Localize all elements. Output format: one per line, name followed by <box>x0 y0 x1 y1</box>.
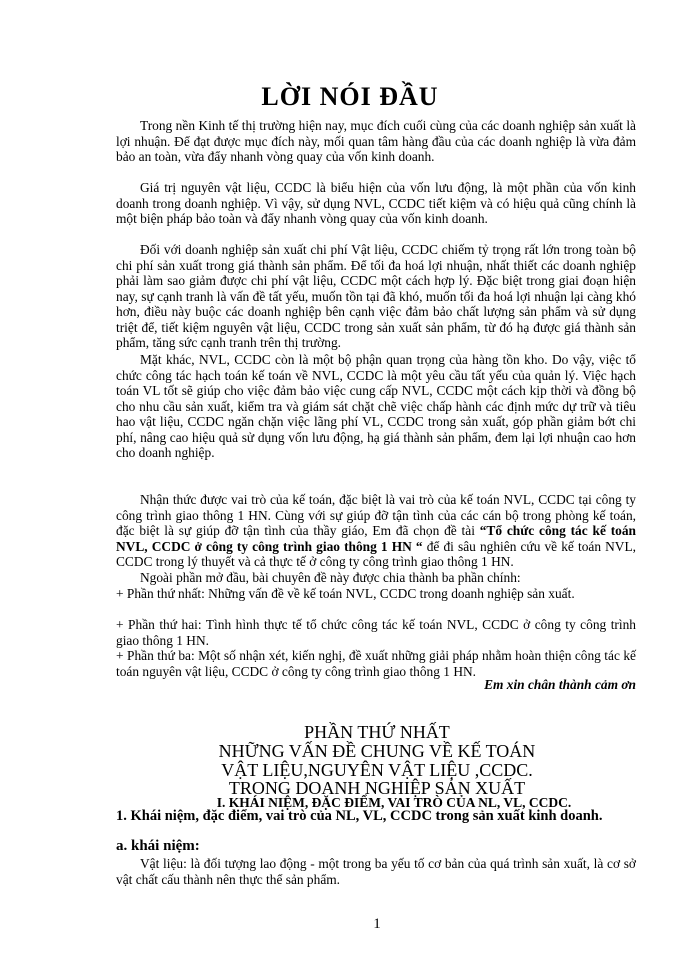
part1-title-line-2: NHỮNG VẤN ĐỀ CHUNG VỀ KẾ TOÁN <box>218 741 536 761</box>
intro-paragraph-2: Giá trị nguyên vật liệu, CCDC là biểu hiện của vốn lưu động, là một phần của vốn kinh doanh trong doanh nghiệp. Vì vậy, sử dụng NVL, CCDC tiết kiệm và có hiệu quả cũng chính là một biện pháp bảo toàn và đẩy nhanh vòng quay của vốn kinh doanh. <box>116 180 636 226</box>
part-item-1: + Phần thứ nhất: Những vấn đề về kế toán NVL, CCDC trong doanh nghiệp sản xuất. <box>116 586 575 601</box>
section-body: Vật liệu: là đối tượng lao động - một trong ba yếu tố cơ bản của quá trình sản xuất, là cơ sở vật chất cấu thành nên thực thể sản phẩm. <box>116 856 636 887</box>
part1-title-line-4: TRONG DOANH NGHIỆP SẢN XUẤT <box>228 778 526 798</box>
intro-paragraph-6: Ngoài phần mở đầu, bài chuyên đề này được chia thành ba phần chính: <box>140 570 521 585</box>
part-item-3: + Phần thứ ba: Một số nhận xét, kiến nghị, đề xuất những giải pháp nhằm hoàn thiện công tác kế toán nguyên vật liệu, CCDC ở công ty công trình giao thông 1 HN. <box>116 648 636 679</box>
part-item-2: + Phần thứ hai: Tình hình thực tế tổ chức công tác kế toán NVL, CCDC ở công ty công trình giao thông 1 HN. <box>116 617 636 648</box>
intro-paragraph-1: Trong nền Kinh tế thị trường hiện nay, mục đích cuối cùng của các doanh nghiệp sản xuất là lợi nhuận. Để đạt được mục đích này, mối quan tâm hàng đầu của các doanh nghiệp là vừa đảm bảo an toàn, vừa đẩy nhanh vòng quay của vốn kinh doanh. <box>116 118 636 164</box>
paragraph-5-before: Nhận thức được vai trò của kế toán, đặc biệt là vai trò của kế toán NVL, CCDC tại công ty công trình giao thông 1 HN. Cùng với sự giúp đỡ tận tình của các cán bộ trong phòng kế toán, đặc biệt là sự giúp đỡ tận tình của thầy giáo, Em đã chọn đề tài <box>116 492 636 538</box>
thanks-signature: Em xin chân thành cảm ơn <box>484 677 636 692</box>
page-number: 1 <box>373 916 381 932</box>
part1-title-line-3: VẬT LIỆU,NGUYÊN VẬT LIỆU ,CCDC. <box>221 760 533 780</box>
section-heading-1: I. KHÁI NIỆM, ĐẶC ĐIỂM, VAI TRÒ CỦA NL, VL, CCDC. <box>216 795 572 810</box>
topic-title: “Tổ chức công tác kế toán NVL, CCDC ở công ty công trình giao thông 1 HN “ <box>116 523 636 554</box>
paragraph-5-after: để đi sâu nghiên cứu về kế toán NVL, CCDC trong lý thuyết và cả thực tế ở công ty công trình giao thông 1 HN. <box>116 538 636 569</box>
part1-title-line-1: PHẦN THỨ NHẤT <box>304 722 450 742</box>
section-heading-3: a. khái niệm: <box>116 838 200 854</box>
intro-paragraph-3: Đối với doanh nghiệp sản xuất chi phí Vật liệu, CCDC chiếm tỷ trọng rất lớn trong toàn bộ chi phí sản xuất trong giá thành sản phẩm. Để tối đa hoá lợi nhuận, nhất thiết các doanh nghiệp phải làm sao giảm được chi phí vật liệu, CCDC một cách hợp lý. Đặc biệt trong giai đoạn hiện nay, sự cạnh tranh là vấn đề tất yếu, muốn tồn tại đã khó, muốn tối đa hoá lợi nhuận lại càng khó hơn, điều này buộc các doanh nghiệp bên cạnh việc đảm bảo chất lượng sản phẩm và sử dụng triệt để, tiết kiệm nguyên vật liệu, CCDC trong sản xuất sản phẩm, từ đó hạ được giá thành sản phẩm, tăng sức cạnh tranh trên thị trường. <box>116 242 636 350</box>
intro-paragraph-5 <box>116 492 636 570</box>
intro-paragraph-4: Mặt khác, NVL, CCDC còn là một bộ phận quan trọng của hàng tồn kho. Do vậy, việc tổ chức công tác hạch toán kế toán về NVL, CCDC là một yêu cầu tất yếu của quản lý. Việc hạch toán VL tốt sẽ giúp cho việc đảm bảo việc cung cấp NVL, CCDC một cách kịp thời và đồng bộ cho nhu cầu sản xuất, kiểm tra và giám sát chặt chẽ việc chấp hành các định mức dự trữ và tiêu hao vật liệu, CCDC ngăn chặn việc lãng phí VL, CCDC trong sản xuất, góp phần giảm bớt chi phí, nâng cao hiệu quả sử dụng vốn lưu động, hạ giá thành sản phẩm, đem lại lợi nhuận cao hơn cho doanh nghiệp. <box>116 352 636 460</box>
section-heading-2: 1. Khái niệm, đặc điểm, vai trò của NL, VL, CCDC trong sản xuất kinh doanh. <box>116 808 603 824</box>
page-title: LỜI NÓI ĐẦU <box>261 82 439 111</box>
